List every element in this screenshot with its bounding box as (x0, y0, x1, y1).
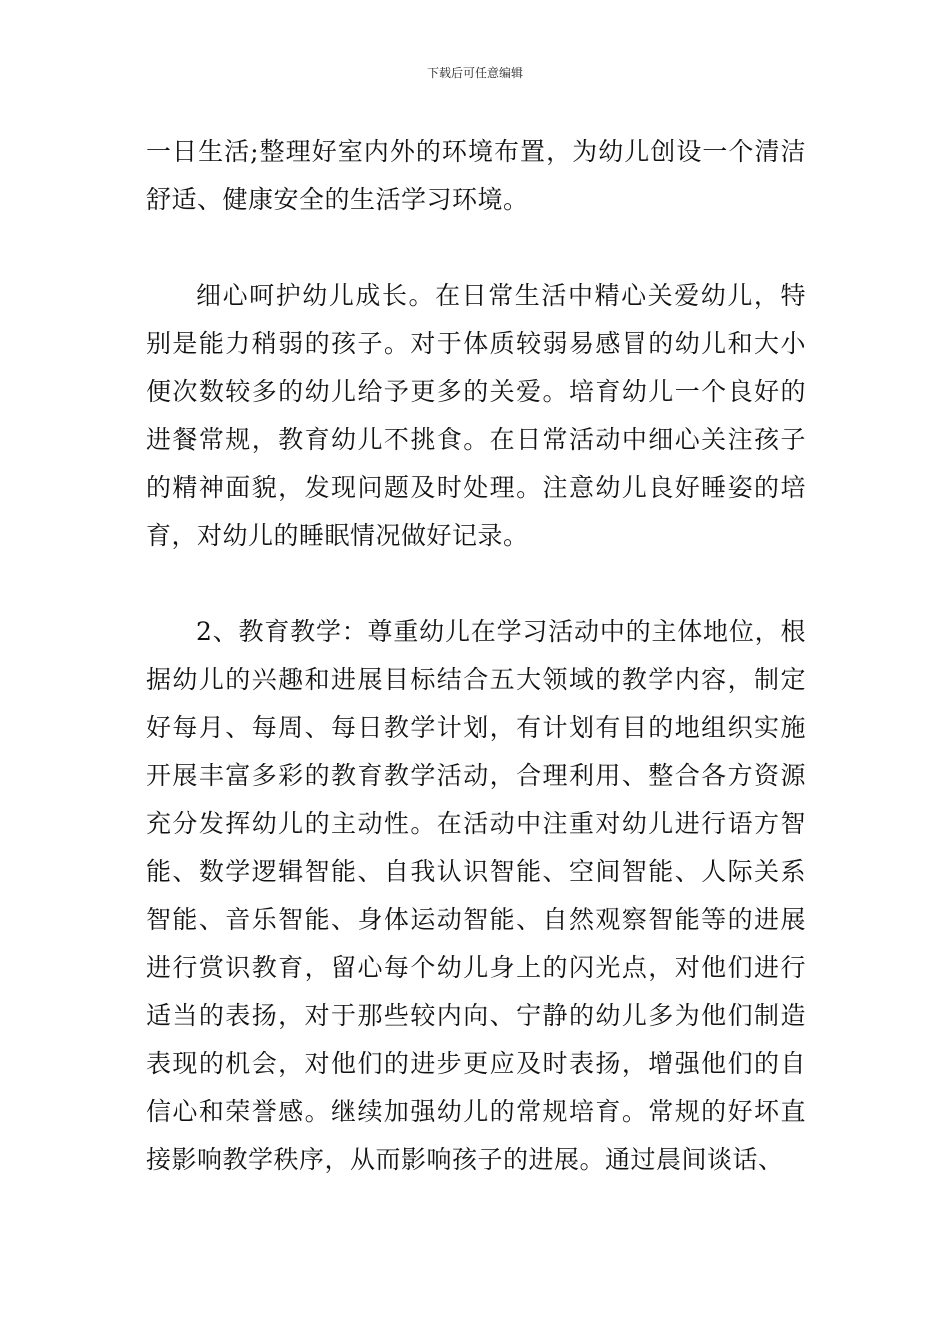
page-header-note: 下载后可任意编辑 (426, 66, 523, 80)
document-body (146, 128, 806, 1184)
paragraph-daily-life: 一日生活;整理好室内外的环境布置，为幼儿创设一个清洁舒适、健康安全的生活学习环境。 (146, 137, 806, 214)
paragraph-care: 细心呵护幼儿成长。在日常生活中精心关爱幼儿，特别是能力稍弱的孩子。对于体质较弱易感冒的幼儿和大小便次数较多的幼儿给予更多的关爱。培育幼儿一个良好的进餐常规，教育幼儿不挑食。在日常活动中细心关注孩子的精神面貌，发现问题及时处理。注意幼儿良好睡姿的培育，对幼儿的睡眠情况做好记录。 (146, 281, 806, 550)
paragraph-teaching: 2、教育教学：尊重幼儿在学习活动中的主体地位，根据幼儿的兴趣和进展目标结合五大领域的教学内容，制定好每月、每周、每日教学计划，有计划有目的地组织实施开展丰富多彩的教育教学活动，合理利用、整合各方资源充分发挥幼儿的主动性。在活动中注重对幼儿进行语方智能、数学逻辑智能、自我认识智能、空间智能、人际关系智能、音乐智能、身体运动智能、自然观察智能等的进展进行赏识教育，留心每个幼儿身上的闪光点，对他们进行适当的表扬，对于那些较内向、宁静的幼儿多为他们制造表现的机会，对他们的进步更应及时表扬，增强他们的自信心和荣誉感。继续加强幼儿的常规培育。常规的好坏直接影响教学秩序，从而影响孩子的进展。通过晨间谈话、 (146, 617, 806, 1174)
